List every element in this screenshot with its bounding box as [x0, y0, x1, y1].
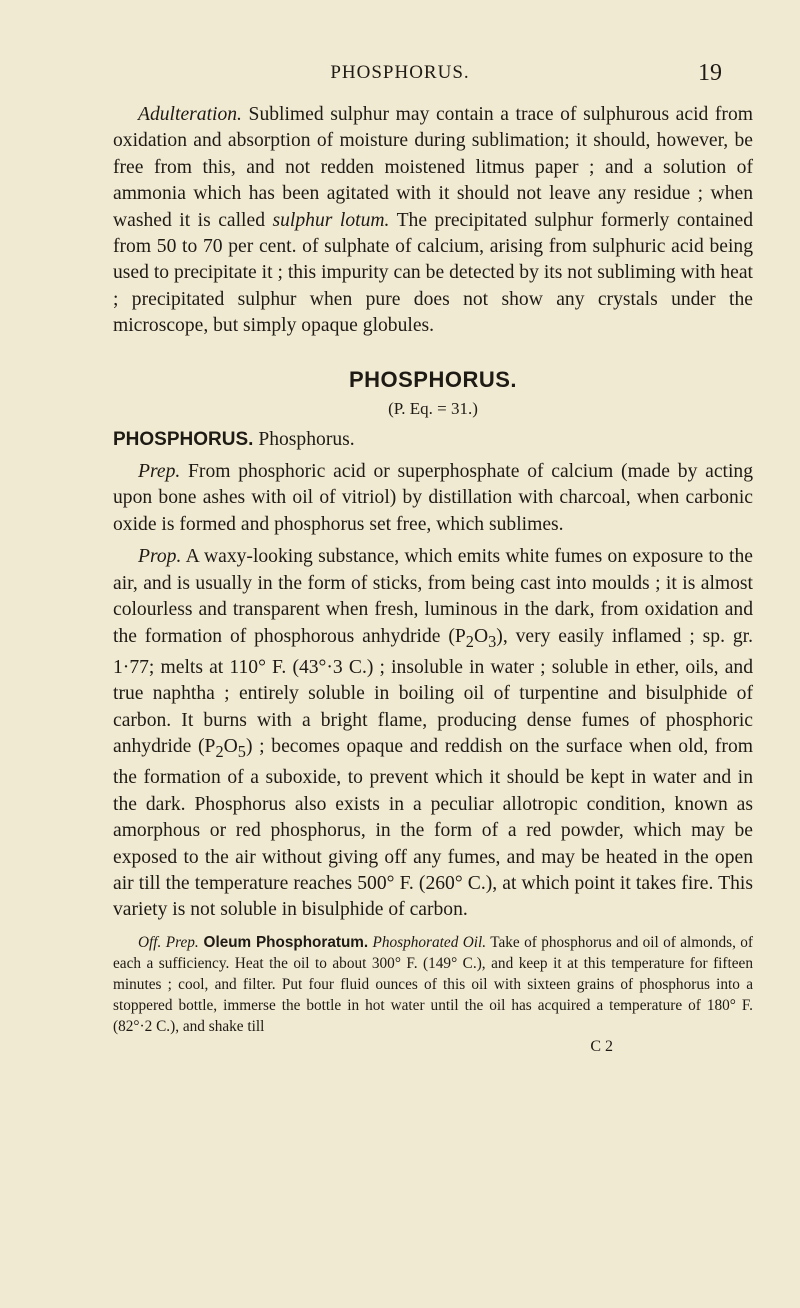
prop-text-3: ) ; becomes opaque and reddish on the surface when old, from the formation of a suboxide, to prevent which it should be kept in water and in the dark. Phosphorus also exists in a peculiar allotropic condition, known as amorphous or red phosphorus, in the form of a red powder, which may be exposed to the air without giving off any fumes, and may be heated in the open air till the temperature reaches 500° F. (260° C.), at which point it takes fire. This variety is not soluble in bisulphide of carbon.: [113, 736, 753, 921]
prop-text-1: A waxy-looking substance, which emits white fumes on exposure to the air, and is usually in the form of sticks, from being cast into moulds ; it is almost colourless and transparent when fresh, luminous in the dark, from oxidation and the formation of phosphorous anhydride (P: [113, 546, 753, 647]
adulteration-paragraph: [113, 102, 753, 340]
adulteration-text: Sublimed sulphur may contain a trace of sulphurous acid from oxidation and absorption of moisture during sublimation; it should, however, be free from this, and not redden moistened litmus paper ; and a solution of ammonia which has been agitated with it should not leave any residue ; when washed it is called: [113, 104, 753, 231]
prop-label: Prop.: [138, 546, 182, 568]
prep-paragraph: [113, 459, 753, 538]
adulteration-label: Adulteration.: [138, 104, 242, 125]
page-body: [113, 102, 753, 1057]
prop-paragraph: [113, 544, 753, 924]
running-head: [0, 60, 800, 90]
prop-text-1b: O: [473, 625, 489, 647]
prop-text-2b: O: [223, 736, 238, 758]
entry-name: Phosphorus.: [253, 428, 355, 450]
off-prep-label: Off. Prep.: [138, 933, 199, 951]
section-heading: PHOSPHORUS.: [348, 366, 518, 392]
prop-sub-2: 2: [215, 741, 224, 761]
equivalent-note: (P. Eq. = 31.): [388, 398, 478, 418]
signature-mark: C 2: [590, 1037, 613, 1055]
page-number: 19: [698, 60, 722, 86]
off-prep-name: Oleum Phosphoratum.: [198, 933, 369, 951]
sulphur-lotum-term: sulphur lotum.: [272, 209, 390, 231]
prop-sub-1: 2: [465, 631, 474, 651]
prop-sub-2b: 5: [237, 741, 246, 761]
off-prep-english: Phosphorated Oil.: [368, 933, 487, 951]
adulteration-text-2: The precipitated sulphur formerly contained from 50 to 70 per cent. of sulphate of calcium, arising from sulphuric acid being used to precipitate it ; this impurity can be detected by its not subliming with heat ; precipitated sulphur when pure does not show any crystals under the microscope, but simply opaque globules.: [113, 209, 754, 337]
running-title: PHOSPHORUS.: [330, 62, 470, 83]
entry-title: PHOSPHORUS.: [113, 428, 254, 450]
off-prep-text: Take of phosphorus and oil of almonds, of each a sufficiency. Heat the oil to about 300° F. (149° C.), and keep it at this temperature for fifteen minutes ; cool, and filter. Put four fluid ounces of this oil with sixteen grains of phosphorus into a stoppered bottle, immerse the bottle in hot water until the oil has acquired a temperature of 180° F. (82°·2 C.), and shake till: [113, 933, 754, 1035]
prep-text: From phosphoric acid or superphosphate of calcium (made by acting upon bone ashes with oil of vitriol) by distillation with charcoal, when carbonic oxide is formed and phosphorus set free, which sublimes.: [113, 461, 753, 535]
prop-sub-1b: 3: [488, 631, 497, 651]
off-prep-paragraph: [113, 932, 753, 1037]
entry-title-line: [113, 427, 753, 453]
prop-text-2: ), very easily inflamed ; sp. gr. 1·77; melts at 110° F. (43°·3 C.) ; insoluble in water ; soluble in ether, oils, and true naphtha ; entirely soluble in boiling oil of turpentine and bisulphide of carbon. It burns with a bright flame, producing dense fumes of phosphoric anhydride (P: [113, 625, 753, 758]
prep-label: Prep.: [138, 461, 181, 483]
